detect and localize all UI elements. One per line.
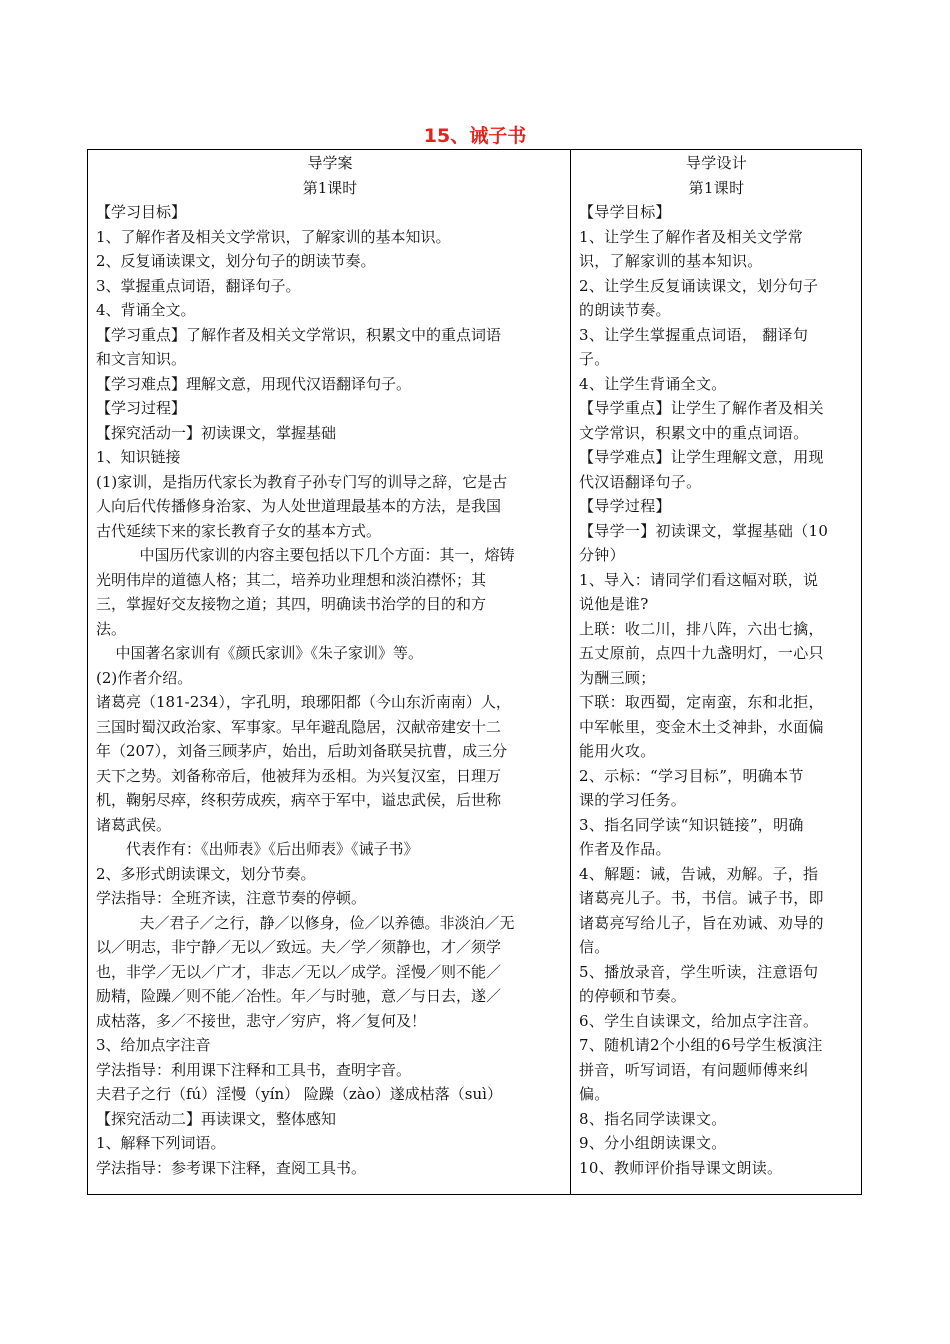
left-column-text-line: 2、多形式朗读课文，划分节奏。 xyxy=(96,864,316,883)
left-column-text-line: 和文言知识。 xyxy=(96,350,187,368)
right-column xyxy=(579,151,854,1180)
left-column-text-line: 天下之势。刘备称帝后，他被拜为丞相。为兴复汉室，日理万 xyxy=(96,766,502,785)
right-column-text-line: 的停顿和节奏。 xyxy=(579,987,687,1005)
left-column-text-line: 机，鞠躬尽瘁，终积劳成疾，病卒于军中，谥忠武侯，后世称 xyxy=(96,791,502,809)
left-column-text-line: 中国历代家训的内容主要包括以下几个方面：其一，熔铸 xyxy=(139,546,515,564)
right-column-text-line: 【导学难点】让学生理解文意，用现 xyxy=(579,448,824,466)
right-column-text-line: 下联：取西蜀，定南蛮，东和北拒， xyxy=(579,693,824,711)
right-column-text-line: 5、播放录音，学生听读，注意语句 xyxy=(579,962,819,981)
left-column-text-line: 夫／君子／之行，静／以修身，俭／以养德。非淡泊／无 xyxy=(139,913,515,932)
right-column-text-line: 代汉语翻译句子。 xyxy=(579,472,702,491)
right-column-text-line: 【导学过程】 xyxy=(579,497,671,515)
left-column-text-line: 诸葛武侯。 xyxy=(96,815,172,834)
left-column-text-line: 古代延续下来的家长教育子女的基本方式。 xyxy=(96,521,382,540)
right-column-text-line: 4、解题：诫，告诫，劝解。子，指 xyxy=(579,864,819,883)
right-column-text-line: 作者及作品。 xyxy=(579,840,671,858)
right-column-text-line: 信。 xyxy=(579,938,610,956)
right-column-text-line: 说他是谁? xyxy=(579,595,649,613)
right-column-header: 导学设计 xyxy=(685,154,748,172)
right-column-text-line: 2、让学生反复诵读课文，划分句子 xyxy=(579,276,819,295)
right-column-text-line: 诸葛亮儿子。书，书信。诫子书，即 xyxy=(579,889,824,907)
left-column-text-line: 学法指导：利用课下注释和工具书，查明字音。 xyxy=(96,1060,412,1079)
right-column-subheader: 第1课时 xyxy=(688,178,745,197)
left-column-text-line: 3、掌握重点词语，翻译句子。 xyxy=(96,276,301,295)
right-column-text-line: 偏。 xyxy=(579,1085,610,1103)
left-column xyxy=(96,151,564,1180)
left-column-text-line: 【学习重点】了解作者及相关文学常识，积累文中的重点词语 xyxy=(96,325,502,344)
left-column-text-line: 1、解释下列词语。 xyxy=(96,1134,226,1152)
left-column-text-line: 也，非学／无以／广才，非志／无以／成学。淫慢／则不能／ xyxy=(96,962,502,981)
right-column-text-line: 9、分小组朗读课文。 xyxy=(579,1134,727,1152)
left-column-text-line: 年（207），刘备三顾茅庐，始出，后助刘备联吴抗曹，成三分 xyxy=(96,742,508,760)
right-column-text-line: 分钟） xyxy=(579,546,625,564)
right-column-text-line: 7、随机请2个小组的6号学生板演注 xyxy=(579,1036,823,1054)
right-column-text-line: 8、指名同学读课文。 xyxy=(579,1109,727,1128)
left-column-subheader: 第1课时 xyxy=(302,178,358,197)
right-column-text-line: 6、学生自读课文，给加点字注音。 xyxy=(579,1011,819,1030)
left-column-text-line: 【学习目标】 xyxy=(96,203,187,221)
right-column-text-line: 上联：收二川，排八阵，六出七擒， xyxy=(579,619,824,638)
right-column-text-line: 拼音，听写词语，有问题师傅来纠 xyxy=(579,1060,809,1079)
left-column-text-line: 法。 xyxy=(96,619,127,638)
left-column-text-line: 1、知识链接 xyxy=(96,448,181,466)
right-column-text-line: 【导学重点】让学生了解作者及相关 xyxy=(579,399,824,417)
right-column-text-line: 文学常识，积累文中的重点词语。 xyxy=(579,423,809,442)
left-column-text-line: 三，掌握好交友接物之道；其四，明确读书治学的目的和方 xyxy=(96,595,487,613)
page-title: 15、诫子书 xyxy=(423,125,527,147)
right-column-text-line: 3、让学生掌握重点词语， 翻译句 xyxy=(579,325,809,344)
right-column-text-line: 能用火攻。 xyxy=(579,742,656,760)
right-column-text-line: 中军帐里，变金木土爻神卦，水面偏 xyxy=(579,717,824,736)
left-column-text-line: 【学习难点】理解文意，用现代汉语翻译句子。 xyxy=(96,374,412,393)
left-column-text-line: 代表作有：《出师表》《后出师表》《诫子书》 xyxy=(126,840,419,858)
column-divider xyxy=(570,150,571,1194)
right-column-text-line: 的朗读节奏。 xyxy=(579,301,671,319)
right-column-text-line: 课的学习任务。 xyxy=(579,791,687,809)
right-column-text-line: 3、指名同学读“知识链接”，明确 xyxy=(579,815,804,834)
lesson-table xyxy=(87,149,862,1195)
right-column-text-line: 诸葛亮写给儿子，旨在劝诫、劝导的 xyxy=(579,913,824,932)
left-column-text-line: 1、了解作者及相关文学常识，了解家训的基本知识。 xyxy=(96,227,451,246)
left-column-text-line: (1)家训，是指历代家长为教育子孙专门写的训导之辞，它是古 xyxy=(96,472,508,491)
right-column-text-line: 识，了解家训的基本知识。 xyxy=(579,252,763,270)
right-column-text-line: 【导学目标】 xyxy=(579,203,671,221)
right-column-text-line: 【导学一】初读课文，掌握基础（10 xyxy=(579,521,829,540)
right-column-text-line: 1、让学生了解作者及相关文学常 xyxy=(579,227,804,246)
left-column-text-line: 三国时蜀汉政治家、军事家。早年避乱隐居，汉献帝建安十二 xyxy=(96,717,502,736)
left-column-text-line: 学法指导：参考课下注释，查阅工具书。 xyxy=(96,1158,367,1177)
left-column-text-line: 【探究活动一】初读课文，掌握基础 xyxy=(96,423,337,442)
right-column-text-line: 子。 xyxy=(579,350,610,368)
left-column-text-line: 光明伟岸的道德人格；其二，培养功业理想和淡泊襟怀；其 xyxy=(96,570,487,589)
left-column-header: 导学案 xyxy=(307,154,353,172)
left-column-text-line: 【学习过程】 xyxy=(96,399,187,417)
left-column-text-line: 诸葛亮（181-234），字孔明，琅琊阳都（今山东沂南南）人， xyxy=(96,693,511,711)
left-column-text-line: 2、反复诵读课文，划分句子的朗读节奏。 xyxy=(96,252,376,270)
right-column-text-line: 1、导入：请同学们看这幅对联，说 xyxy=(579,570,819,589)
left-column-text-line: (2)作者介绍。 xyxy=(96,668,193,687)
left-column-text-line: 励精，险躁／则不能／冶性。年／与时驰，意／与日去，遂／ xyxy=(96,987,502,1005)
right-column-text-line: 2、示标：“学习目标”，明确本节 xyxy=(579,766,804,785)
left-column-text-line: 学法指导：全班齐读，注意节奏的停顿。 xyxy=(96,889,367,907)
right-column-text-line: 10、教师评价指导课文朗读。 xyxy=(579,1158,783,1177)
left-column-text-line: 夫君子之行（fú）淫慢（yín） 险躁（zào）遂成枯落（suì） xyxy=(96,1085,502,1103)
left-column-text-line: 【探究活动二】再读课文，整体感知 xyxy=(96,1109,337,1128)
left-column-text-line: 4、背诵全文。 xyxy=(96,301,196,319)
left-column-text-line: 中国著名家训有《颜氏家训》《朱子家训》等。 xyxy=(115,644,424,662)
left-column-text-line: 以／明志，非宁静／无以／致远。夫／学／须静也，才／须学 xyxy=(96,938,502,956)
right-column-text-line: 五丈原前，点四十九盏明灯，一心只 xyxy=(579,644,824,662)
right-column-text-line: 为酬三顾； xyxy=(579,668,656,687)
right-column-body xyxy=(579,200,854,1180)
left-column-text-line: 人向后代传播修身治家、为人处世道理最基本的方法，是我国 xyxy=(96,497,502,515)
right-column-text-line: 4、让学生背诵全文。 xyxy=(579,374,727,393)
left-column-text-line: 3、给加点字注音 xyxy=(96,1036,211,1054)
left-column-body xyxy=(96,200,564,1180)
left-column-text-line: 成枯落，多／不接世，悲守／穷庐，将／复何及！ xyxy=(96,1011,427,1030)
